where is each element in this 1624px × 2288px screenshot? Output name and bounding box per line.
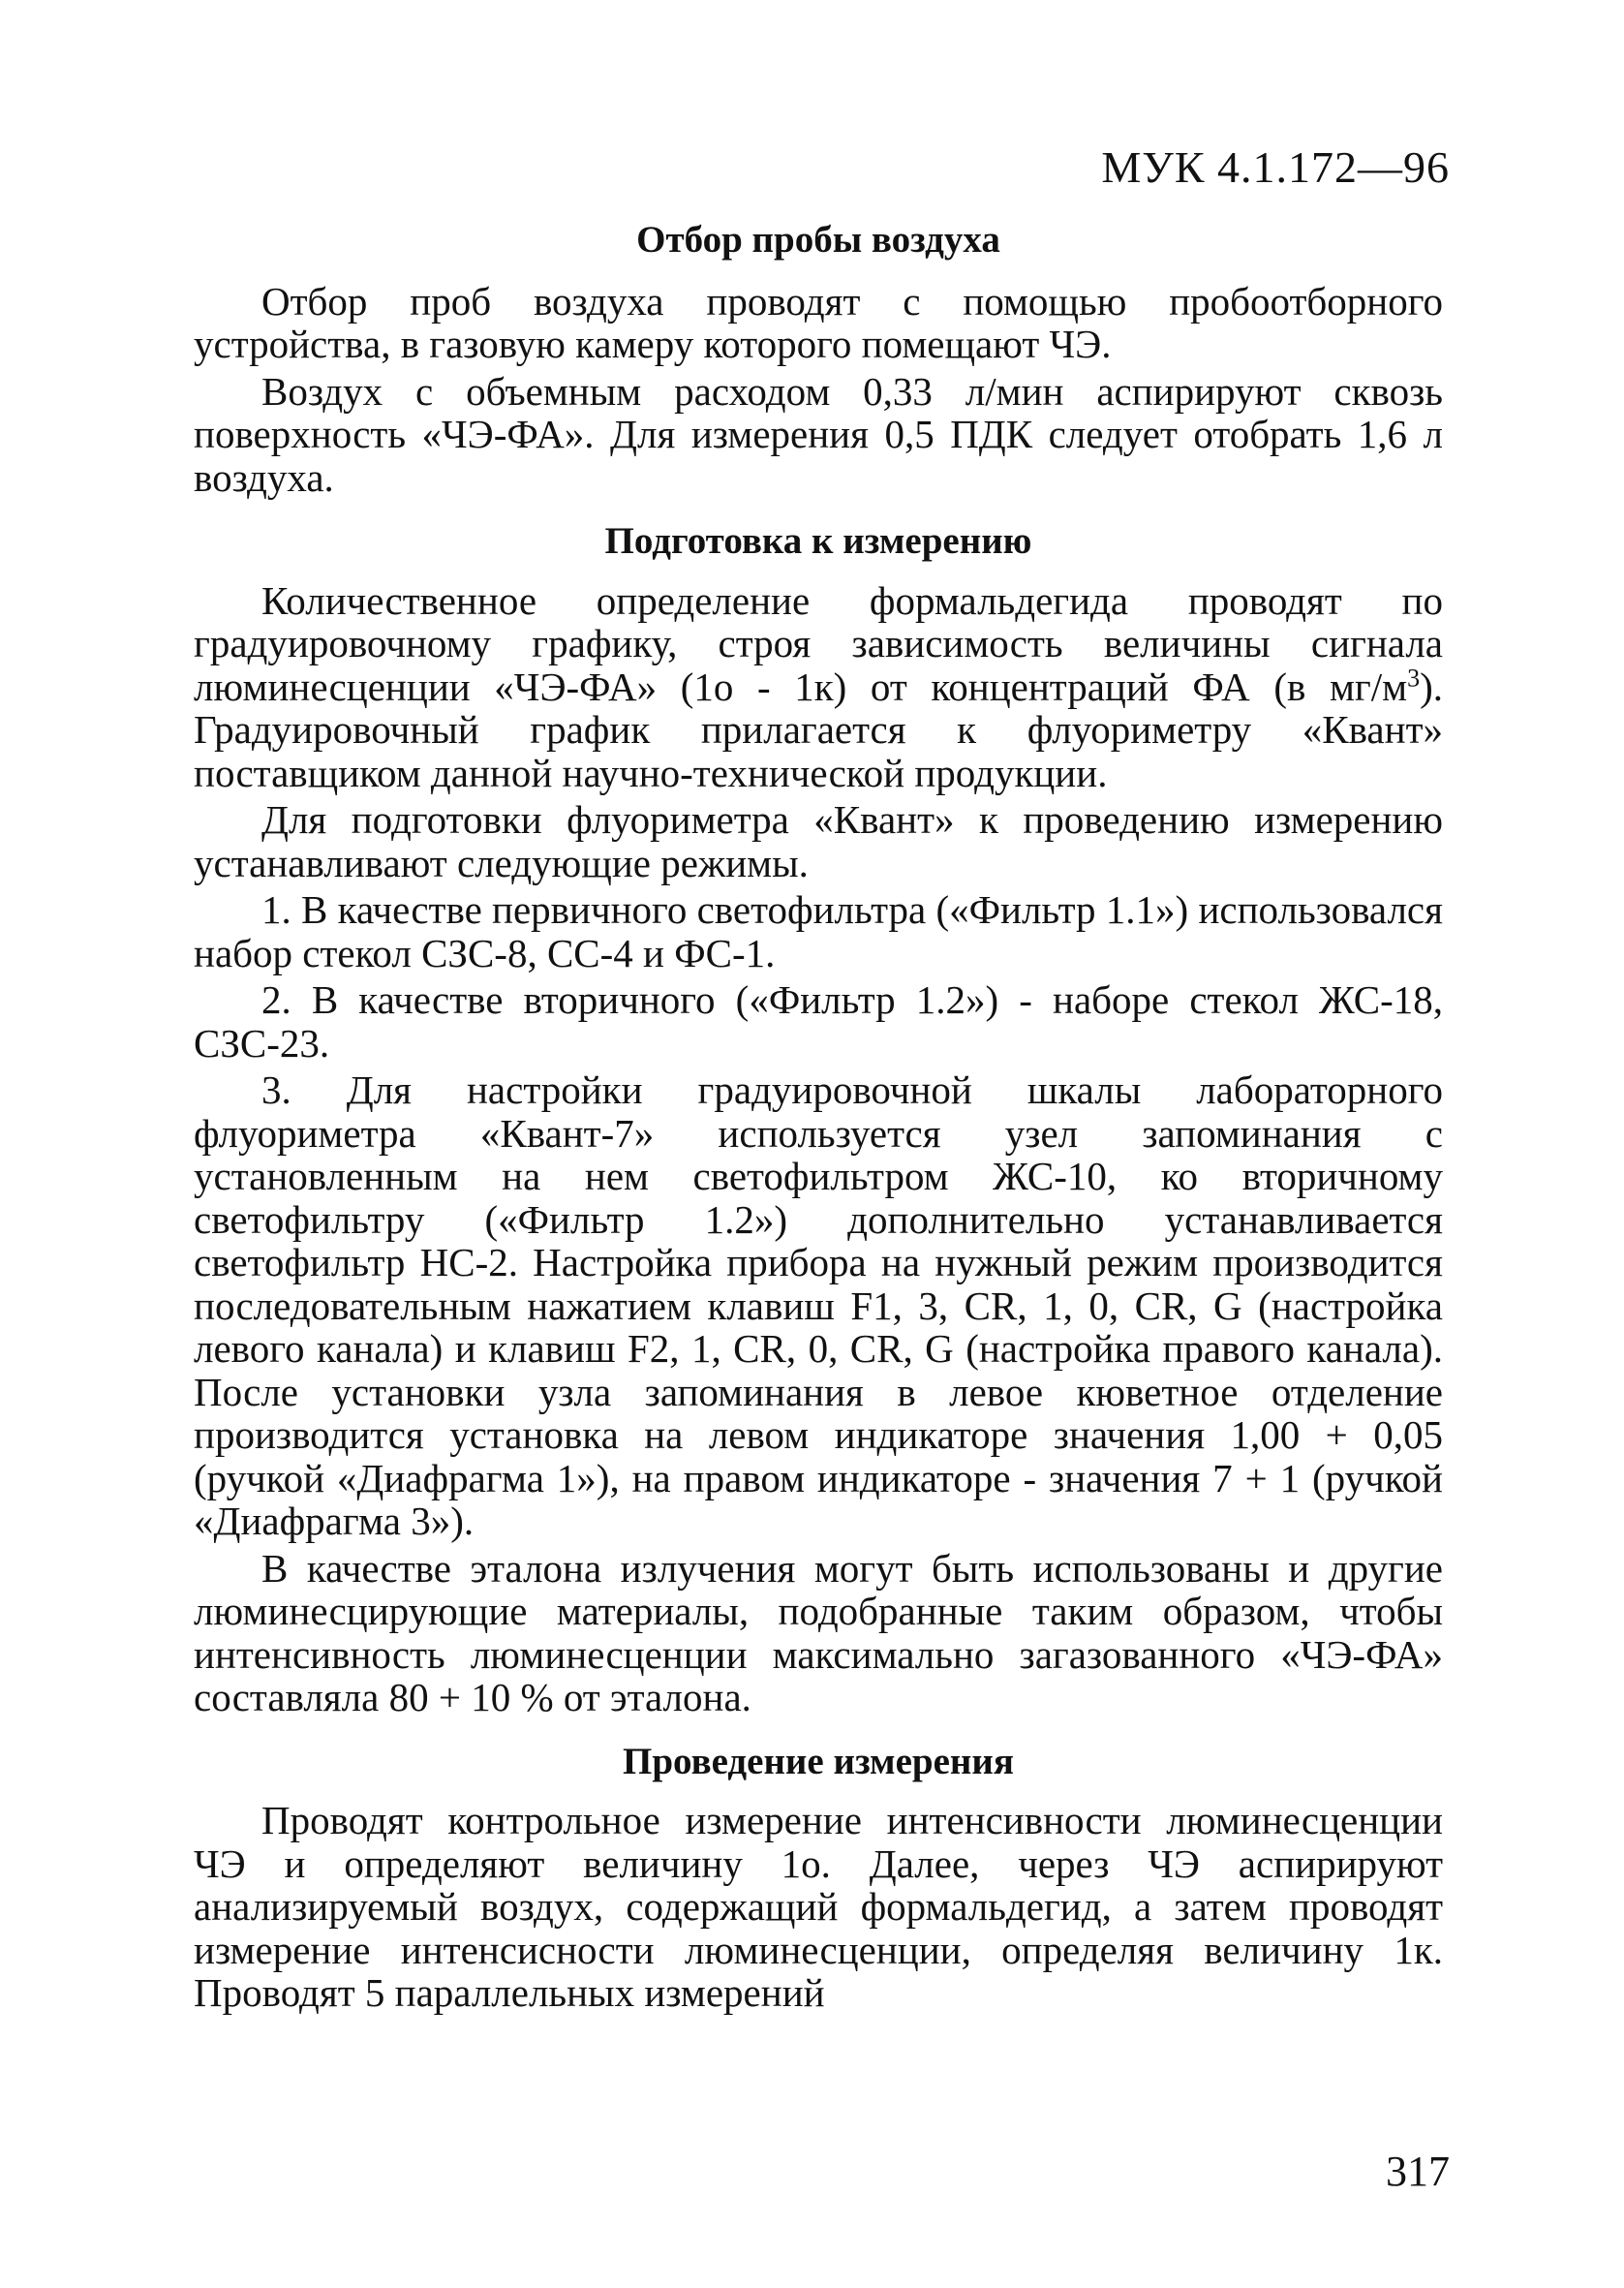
paragraph: В качестве эталона излучения могут быть использованы и другие люминесцирующие материалы, подобранные таким образом, чтобы интенсивность люминесценции максимально загазованного «ЧЭ-ФА» составляла 80 + 10 % от эталона. — [194, 1545, 1443, 1719]
list-item: 2. В качестве вторичного («Фильтр 1.2») - наборе стекол ЖС-18, СЗС-23. — [194, 977, 1443, 1066]
list-item: 1. В качестве первичного светофильтра («Фильтр 1.1») использовался набор стекол СЗС-8, СС-4 и ФС-1. — [194, 887, 1443, 975]
paragraph-calibration — [194, 579, 1443, 795]
page-number: 317 — [1386, 2148, 1450, 2195]
section-heading-measurement: Проведение измерения — [623, 1740, 1014, 1782]
paragraph: Воздух с объемным расходом 0,33 л/мин аспирируют сквозь поверхность «ЧЭ-ФА». Для измерения 0,5 ПДК следует отобрать 1,6 л воздуха. — [194, 368, 1443, 500]
section-heading-air-sampling: Отбор пробы воздуха — [636, 219, 1000, 261]
paragraph: Проводят контрольное измерение интенсивности люминесценции ЧЭ и определяют величину 1о. Далее, через ЧЭ аспирируют анализируемый воздух, содержащий формальдегид, а затем проводят измерение интенсисности люминесценции, определяя величину 1к. Проводят 5 параллельных измерений — [194, 1798, 1443, 2015]
page-content — [194, 219, 1443, 2019]
section-heading-preparation: Подготовка к измерению — [604, 520, 1032, 562]
paragraph-text: Количественное определение формальдегида проводят по градуировочному графику, строя зависимость величины сигнала люминесценции «ЧЭ-ФА» (1о - 1к) от концентраций ФА (в мг/м — [194, 577, 1443, 709]
paragraph-text: ). Градуировочный график прилагается к флуориметру «Квант» поставщиком данной научно-технической продукции. — [194, 664, 1443, 795]
list-item: 3. Для настройки градуировочной шкалы лабораторного флуориметра «Квант-7» используется узел запоминания с установленным на нем светофильтром ЖС-10, ко вторичному светофильтру («Фильтр 1.2») дополнительно устанавливается светофильтр НС-2. Настройка прибора на нужный режим производится последовательным нажатием клавиш F1, 3, CR, 1, 0, CR, G (настройка левого канала) и клавиш F2, 1, CR, 0, CR, G (настройка правого канала). После установки узла запоминания в левое кюветное отделение производится установка на левом индикаторе значения 1,00 + 0,05 (ручкой «Диафрагма 1»), на правом индикаторе - значения 7 + 1 (ручкой «Диафрагма 3»). — [194, 1067, 1443, 1543]
paragraph: Для подготовки флуориметра «Квант» к проведению измерению устанавливают следующие режимы. — [194, 797, 1443, 885]
superscript: 3 — [1407, 663, 1421, 692]
paragraph: Отбор проб воздуха проводят с помощью пробоотборного устройства, в газовую камеру которого помещают ЧЭ. — [194, 278, 1443, 366]
document-code: МУК 4.1.172—96 — [1101, 142, 1450, 192]
